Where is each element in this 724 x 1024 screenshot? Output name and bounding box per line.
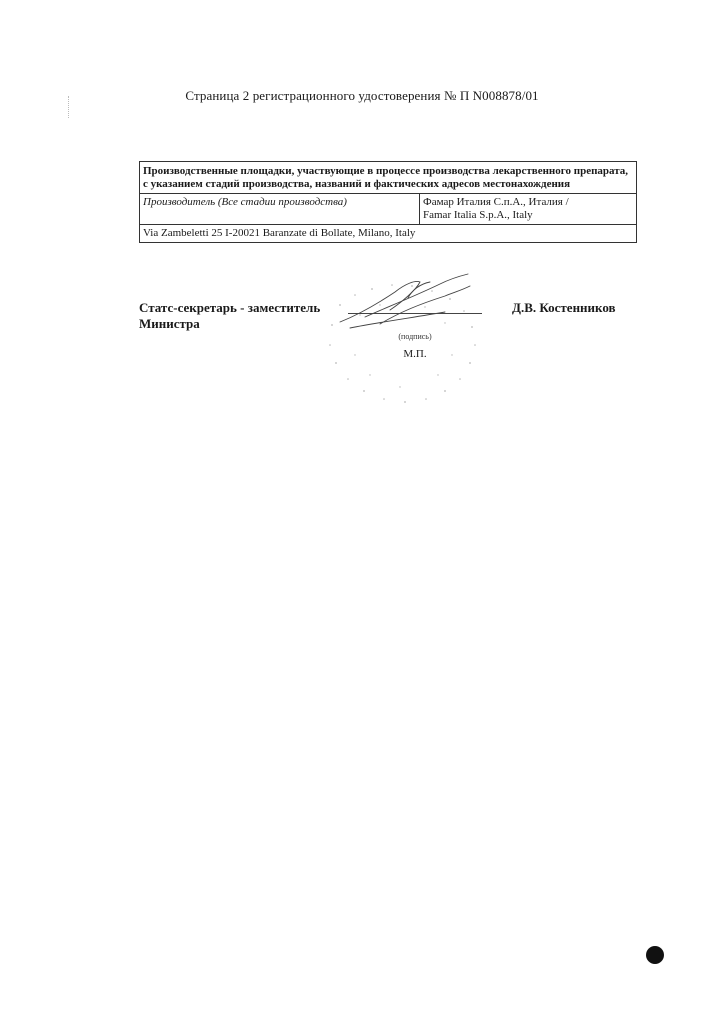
signer-name: Д.В. Костенников: [512, 300, 616, 315]
table-row: [140, 225, 637, 243]
table-caption: Производственные площадки, участвующие в процессе производства лекарственного препарата, с указанием стадий производства, названий и фактических адресов местонахождения: [140, 162, 637, 194]
company-name-en: Famar Italia S.p.A., Italy: [423, 209, 533, 221]
table-row: [140, 194, 637, 225]
page-title: Страница 2 регистрационного удостоверения № П N008878/01: [185, 88, 539, 103]
signature-caption: (подпись): [398, 332, 432, 341]
signature-line: [348, 313, 482, 314]
manufacturer-role-cell: Производитель (Все стадии производства): [140, 194, 420, 225]
table-caption-row: [140, 162, 637, 194]
company-name-ru: Фамар Италия С.п.А., Италия /: [423, 196, 569, 208]
handwritten-signature: [320, 262, 490, 342]
signer-title: [139, 300, 320, 332]
signer-title-line-1: Статс-секретарь - заместитель: [139, 300, 321, 315]
page-corner-dot: [646, 946, 664, 964]
manufacturer-company-cell: [420, 194, 637, 225]
production-sites-table: [139, 161, 637, 243]
signer-title-line-2: Министра: [139, 316, 200, 331]
manufacturer-address-cell: Via Zambeletti 25 I-20021 Baranzate di Bollate, Milano, Italy: [140, 225, 637, 243]
stamp-label: М.П.: [403, 348, 427, 360]
